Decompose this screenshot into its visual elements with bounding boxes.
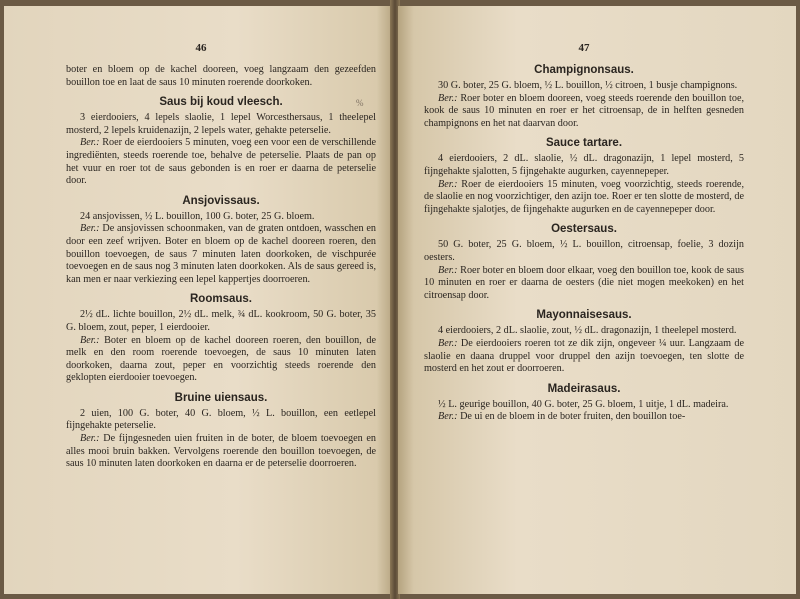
recipe-method [424,179,744,217]
recipe [66,96,376,188]
recipe-title: Sauce tartare. [545,137,623,150]
recipe-ingredients: 50 G. boter, 25 G. bloem, ½ L. bouillon, citroensap, foelie, 3 dozijn oesters. [424,239,744,263]
method-label: Ber.: [80,334,100,346]
recipe [424,309,744,375]
left-page [4,6,392,594]
method-text: Boter en bloem op de kachel dooreen roeren, den bouillon, de melk en den room roerende toevoegen, de saus 10 minuten laten doorkoken, daarna zout, peper en voorzichtig steeds roerende den geklopten eierdooier toevoegen. [66,334,376,384]
recipe [424,223,744,302]
recipe-title: Bruine uiensaus. [174,391,268,404]
method-label: Ber.: [80,137,100,149]
recipe [66,195,376,287]
recipe-title: Madeirasaus. [547,382,621,395]
recipe-ingredients: 4 eierdooiers, 2 dL. slaolie, ½ dL. dragonazijn, 1 lepel mosterd, 5 fijngehakte sjalotten, 5 fijngehakte augurken, cayennepeper. [424,153,744,177]
recipe-ingredients: 2½ dL. lichte bouillon, 2½ dL. melk, ¾ dL. kookroom, 50 G. boter, 35 G. bloem, zout, peper, 1 eierdooier. [66,309,376,333]
recipe [66,392,376,471]
method-text: De fijngesneden uien fruiten in de boter, de bloem toevoegen en alles mooi bruin bakken. Vervolgens roerende den bouillon toevoegen, de saus 10 minuten laten doorkoken en daarna er de peterselie doorroeren. [66,433,377,470]
recipe-method [424,93,744,131]
recipe [424,137,744,216]
recipe-ingredients: 30 G. boter, 25 G. bloem, ½ L. bouillon, ½ citroen, 1 busje champignons. [438,80,738,91]
page-number: 47 [578,42,590,54]
recipe-title: Saus bij koud vleesch. [159,96,283,109]
recipe-ingredients: 24 ansjovissen, ½ L. bouillon, 100 G. boter, 25 G. bloem. [80,210,315,222]
recipe-list [66,96,376,471]
method-label: Ber.: [438,264,458,276]
recipe-method [66,223,376,286]
recipe-method [66,137,376,187]
recipe-method [424,338,744,376]
method-label: Ber.: [438,92,458,104]
method-label: Ber.: [438,178,458,190]
recipe-method [424,265,744,303]
recipe-method [66,335,376,385]
recipe [66,293,376,385]
method-label: Ber.: [438,411,458,423]
continuation-text: boter en bloem op de kachel dooreen, voeg langzaam den gezeefden bouillon toe en laat de saus 10 minuten roerende doorkoken. [66,64,376,88]
recipe-method [66,433,376,471]
recipe-method [424,411,744,424]
recipe-title: Oestersaus. [551,223,617,236]
method-text: De ansjovissen schoonmaken, van de graten ontdoen, wasschen en door een zeef wrijven. Boter en bloem op de kachel dooreen roeren, den bouillon toevoegen, de saus 7 minuten laten doorkoken, de vischpurée toevoegen en de saus nog 3 minuten laten doorkoken. Als de saus gereed is, kan men er naar verkiezing een lepel kappertjes doorroeren. [66,223,377,285]
method-text: De ui en de bloem in de boter fruiten, den bouillon toe- [460,411,686,423]
recipe-title: Ansjovissaus. [182,194,260,207]
margin-stamp: % [356,98,364,108]
method-text: Roer boter en bloem door elkaar, voeg den bouillon toe, kook de saus 10 minuten en roer er daarna de oesters (die niet mogen meekoken) en het citroensap door. [424,264,745,301]
recipe-ingredients: 3 eierdooiers, 4 lepels slaolie, 1 lepel Worcesthersaus, 1 theelepel mosterd, 2 lepels kruidenazijn, 2 lepels water, gehakte peterselie. [66,112,376,136]
recipe-ingredients: ½ L. geurige bouillon, 40 G. boter, 25 G. bloem, 1 uitje, 1 dL. madeira. [438,398,729,410]
method-text: Roer de eierdooiers 5 minuten, voeg een voor een de verschillende ingrediënten, steeds roerende toe, behalve de peterselie. Plaats de pan op het vuur en roer tot de saus gebonden is en roer er daarna de peterselie door. [66,137,376,187]
recipe-title: Mayonnaisesaus. [536,309,632,322]
recipe-list [424,64,744,424]
recipe [424,64,744,130]
method-label: Ber.: [80,433,100,445]
recipe-ingredients: 4 eierdooiers, 2 dL. slaolie, zout, ½ dL. dragonazijn, 1 theelepel mosterd. [438,325,737,337]
page-number: 46 [195,42,207,54]
method-label: Ber.: [438,337,458,349]
right-page [398,6,796,594]
recipe [424,383,744,424]
method-text: Roer de eierdooiers 15 minuten, voeg voorzichtig, steeds roerende, de slaolie en nog voorzichtiger, den azijn toe. Roer er ten slotte de mosterd, de fijngehakte sjalotjes, de fijngehakte augurken en de cayennepeper door. [424,178,744,215]
method-text: Roer boter en bloem dooreen, voeg steeds roerende den bouillon toe, kook de saus 10 minuten en roer er het citroensap, de in helften gesneden champignons en het nat daarvan door. [424,92,745,129]
recipe-ingredients: 2 uien, 100 G. boter, 40 G. bloem, ½ L. bouillon, een eetlepel fijngehakte peterselie. [66,407,376,432]
recipe-title: Roomsaus. [190,293,252,306]
method-text: De eierdooiers roeren tot ze dik zijn, ongeveer ¼ uur. Langzaam de slaolie en daana druppel voor druppel den azijn toevoegen, ten slotte de mosterd en het zout er doorroeren. [424,337,744,375]
method-label: Ber.: [80,223,100,235]
recipe-title: Champignonsaus. [534,64,634,76]
